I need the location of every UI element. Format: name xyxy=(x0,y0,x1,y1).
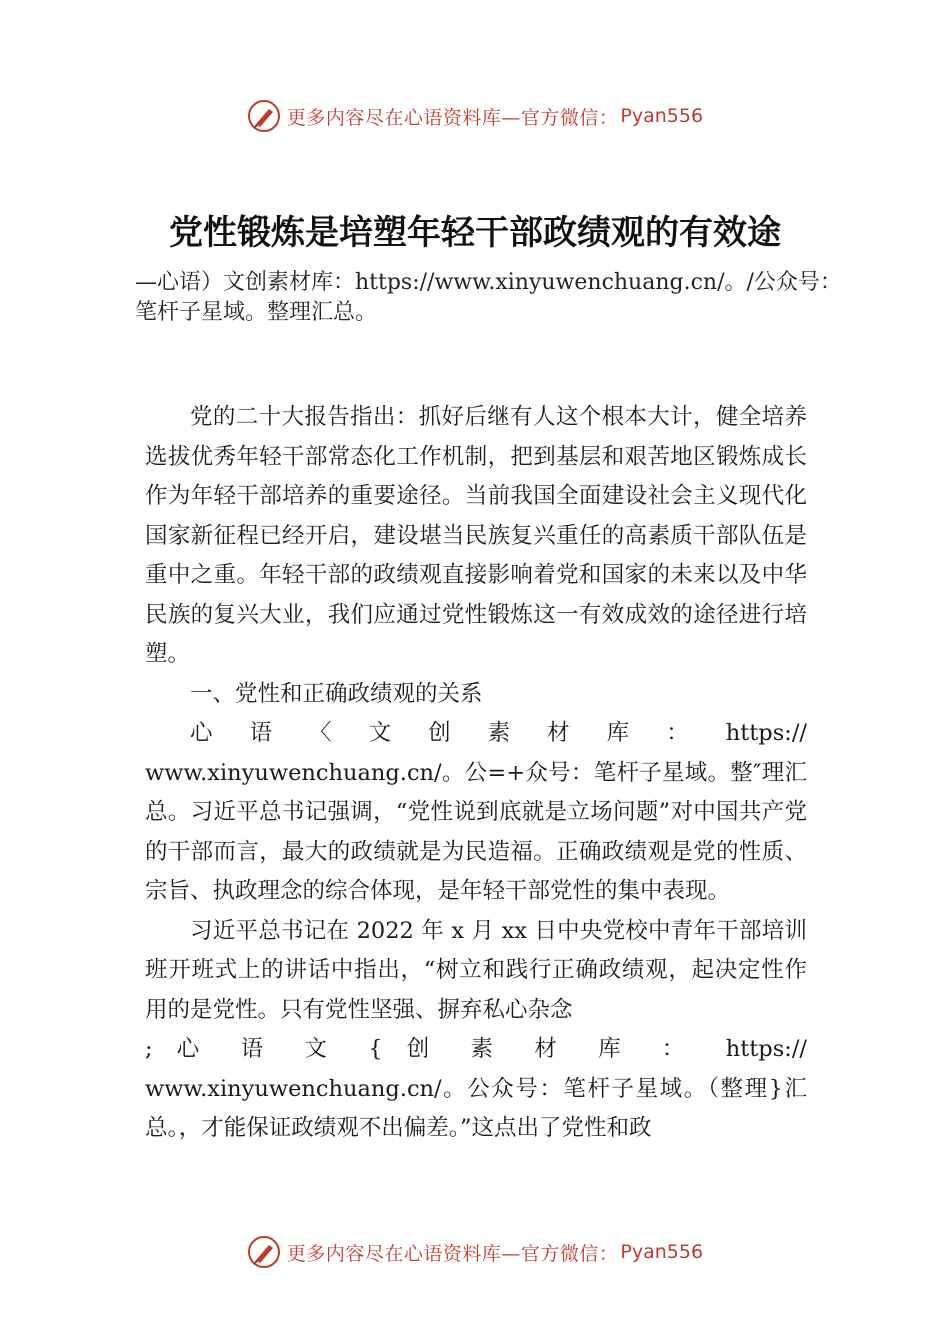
paragraph: 党的二十大报告指出：抓好后继有人这个根本大计，健全培养选拔优秀年轻干部常态化工作机制，把到基层和艰苦地区锻炼成长作为年轻干部培养的重要途径。当前我国全面建设社会主义现代化国家新征程已经开启，建设堪当民族复兴重任的高素质干部队伍是重中之重。年轻干部的政绩观直接影响着党和国家的未来以及中华民族的复兴大业，我们应通过党性锻炼这一有效成效的途径进行培塑。 xyxy=(145,404,807,667)
paragraph: ; 心 语 文 { 创 素 材 库 ： https:// xyxy=(145,1036,807,1062)
document-subtitle: —心语）文创素材库：https://www.xinyuwenchuang.cn/。/公众号：笔杆子星域。整理汇总。 xyxy=(135,270,842,325)
paragraph: 习近平总书记在 2022 年 x 月 xx 日中央党校中青年干部培训班开班式上的讲话中指出，“树立和践行正确政绩观，起决定性作用的是党性。只有党性坚强、摒弃私心杂念 xyxy=(145,917,807,1023)
pen-logo-icon xyxy=(247,99,281,133)
banner-wechat-id: Pyan556 xyxy=(620,105,704,127)
document-body xyxy=(145,398,807,1149)
banner-wechat-id: Pyan556 xyxy=(620,1241,704,1263)
header-watermark-banner xyxy=(0,94,950,138)
footer-watermark-banner xyxy=(0,1230,950,1274)
document-title: 党性锻炼是培塑年轻干部政绩观的有效途 xyxy=(169,213,781,253)
banner-text: 更多内容尽在心语资料库—官方微信： xyxy=(286,106,619,129)
pen-logo-icon xyxy=(247,1235,281,1269)
paragraph: www.xinyuwenchuang.cn/。公=+众号：笔杆子星域。整″理汇总。习近平总书记强调，“党性说到底就是立场问题”对中国共产党的干部而言，最大的政绩就是为民造福。正确政绩观是党的性质、宗旨、执政理念的综合体现，是年轻干部党性的集中表现。 xyxy=(145,759,807,904)
paragraph: 心 语 〈 文 创 素 材 库 ： https:// xyxy=(190,720,807,746)
section-heading: 一、党性和正确政绩观的关系 xyxy=(190,680,483,707)
paragraph: www.xinyuwenchuang.cn/。公众号：笔杆子星域。（整理}汇总。，才能保证政绩观不出偏差。”这点出了党性和政 xyxy=(145,1075,807,1141)
banner-text: 更多内容尽在心语资料库—官方微信： xyxy=(286,1242,619,1265)
